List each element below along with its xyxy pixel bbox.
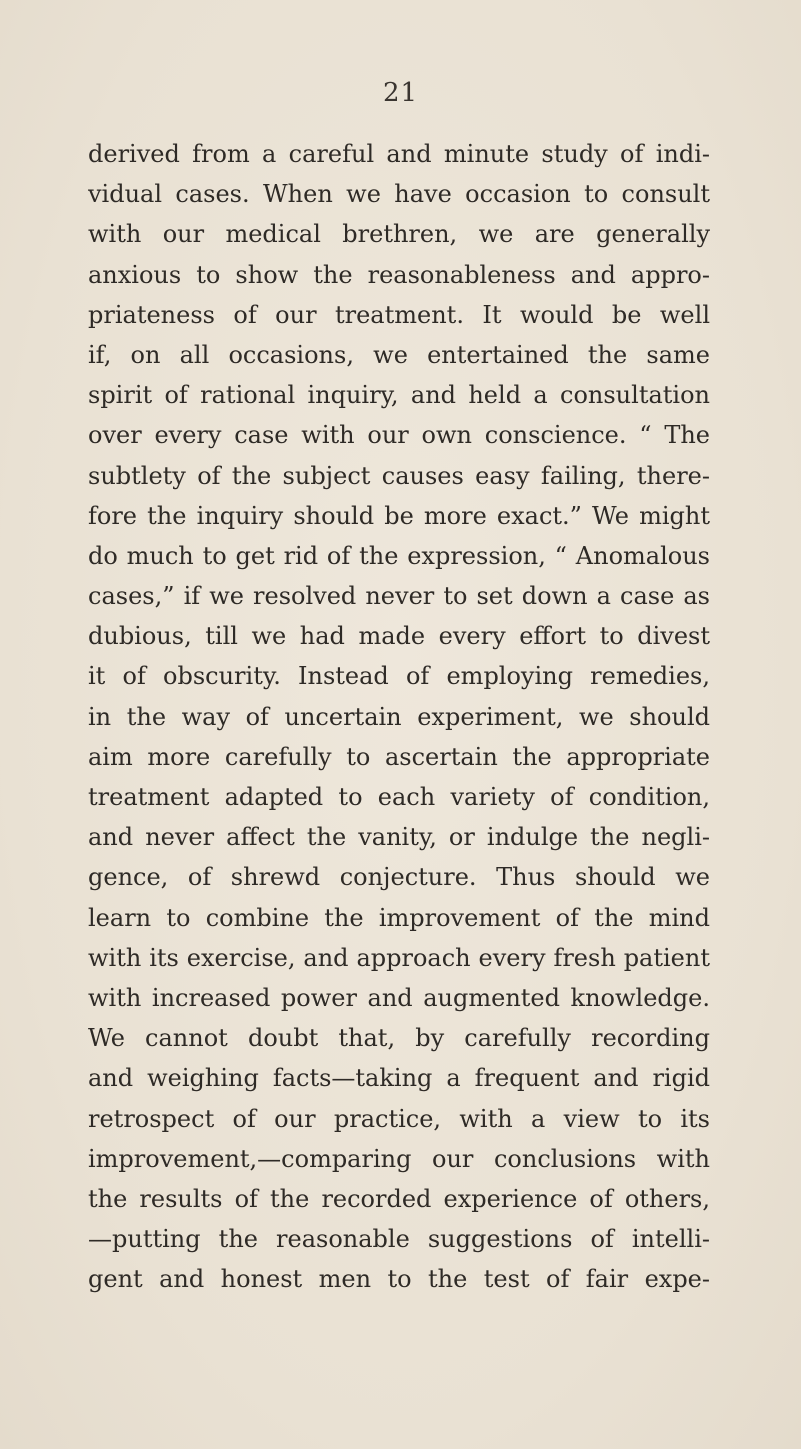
text-line: priateness of our treatment. It would be well xyxy=(88,300,710,329)
text-line: We cannot doubt that, by carefully recording xyxy=(88,1024,710,1053)
page-number: 21 xyxy=(382,78,419,108)
text-line: treatment adapted to each variety of condition, xyxy=(88,783,710,811)
text-line: subtlety of the subject causes easy failing, there- xyxy=(88,461,710,490)
text-line: aim more carefully to ascertain the appropriate xyxy=(88,742,710,771)
text-line: with its exercise, and approach every fresh patient xyxy=(88,943,710,972)
text-line: anxious to show the reasonableness and appro- xyxy=(88,260,710,289)
text-line: vidual cases. When we have occasion to consult xyxy=(88,180,710,209)
text-line: in the way of uncertain experiment, we should xyxy=(88,702,710,731)
text-line: fore the inquiry should be more exact.” We might xyxy=(88,501,710,530)
text-line: cases,” if we resolved never to set down a case as xyxy=(88,582,710,611)
text-line: with increased power and augmented knowledge. xyxy=(88,983,710,1012)
text-line: —putting the reasonable suggestions of intelli- xyxy=(88,1225,710,1254)
body-text xyxy=(88,134,710,1299)
text-line: gent and honest men to the test of fair expe- xyxy=(88,1265,710,1294)
text-line: improvement,—comparing our conclusions with xyxy=(88,1144,710,1173)
text-line: learn to combine the improvement of the mind xyxy=(88,903,710,932)
text-line: over every case with our own conscience. “ The xyxy=(88,421,710,450)
text-line: derived from a careful and minute study of indi- xyxy=(88,140,710,168)
text-line: it of obscurity. Instead of employing remedies, xyxy=(88,662,710,691)
text-line: spirit of rational inquiry, and held a consultation xyxy=(88,381,710,410)
text-line: the results of the recorded experience of others, xyxy=(88,1184,710,1213)
text-line: gence, of shrewd conjecture. Thus should we xyxy=(88,863,710,892)
text-line: retrospect of our practice, with a view to its xyxy=(88,1104,710,1133)
text-line: if, on all occasions, we entertained the same xyxy=(88,340,710,369)
text-line: do much to get rid of the expression, “ Anomalous xyxy=(88,541,710,570)
text-line: and weighing facts—taking a frequent and rigid xyxy=(88,1064,710,1093)
text-line: and never affect the vanity, or indulge the negli- xyxy=(88,823,710,852)
text-line: with our medical brethren, we are generally xyxy=(88,220,710,249)
text-line: dubious, till we had made every effort to divest xyxy=(88,622,710,651)
